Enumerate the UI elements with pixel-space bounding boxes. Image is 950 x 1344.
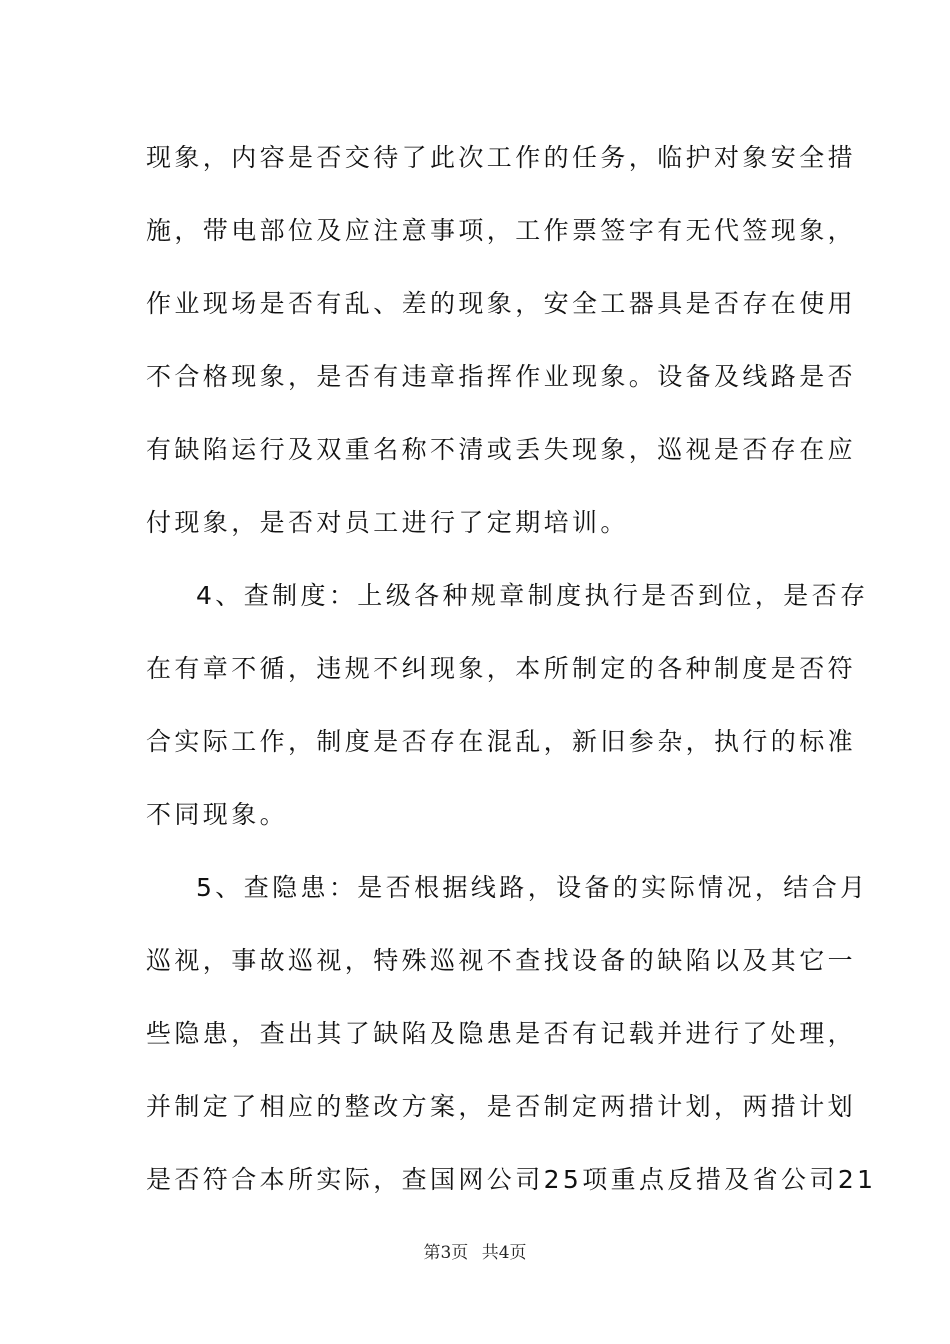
- text-line-5: 有缺陷运行及双重名称不清或丢失现象，巡视是否存在应: [146, 435, 857, 464]
- text-line-11: 5、查隐患：是否根据线路，设备的实际情况，结合月: [196, 873, 869, 902]
- page-footer: [0, 1238, 950, 1263]
- document-body: [146, 128, 877, 1223]
- text-line-1: 现象，内容是否交待了此次工作的任务，临护对象安全措: [146, 143, 857, 172]
- text-line-10: 不同现象。: [146, 800, 289, 829]
- text-line-15: 是否符合本所实际，查国网公司25项重点反措及省公司21: [146, 1165, 877, 1194]
- text-line-3: 作业现场是否有乱、差的现象，安全工器具是否存在使用: [146, 289, 857, 318]
- page-number: 第3页: [423, 1243, 469, 1263]
- text-line-2: 施，带电部位及应注意事项，工作票签字有无代签现象，: [146, 216, 857, 245]
- text-line-12: 巡视，事故巡视，特殊巡视不查找设备的缺陷以及其它一: [146, 946, 857, 975]
- text-line-8: 在有章不循，违规不纠现象，本所制定的各种制度是否符: [146, 654, 857, 683]
- text-line-6: 付现象，是否对员工进行了定期培训。: [146, 508, 629, 537]
- text-line-4: 不合格现象，是否有违章指挥作业现象。设备及线路是否: [146, 362, 857, 391]
- total-pages: 共4页: [481, 1243, 527, 1263]
- text-line-14: 并制定了相应的整改方案，是否制定两措计划，两措计划: [146, 1092, 857, 1121]
- text-line-13: 些隐患，查出其了缺陷及隐患是否有记载并进行了处理，: [146, 1019, 857, 1048]
- text-line-9: 合实际工作，制度是否存在混乱，新旧参杂，执行的标准: [146, 727, 857, 756]
- text-line-7: 4、查制度：上级各种规章制度执行是否到位，是否存: [196, 581, 869, 610]
